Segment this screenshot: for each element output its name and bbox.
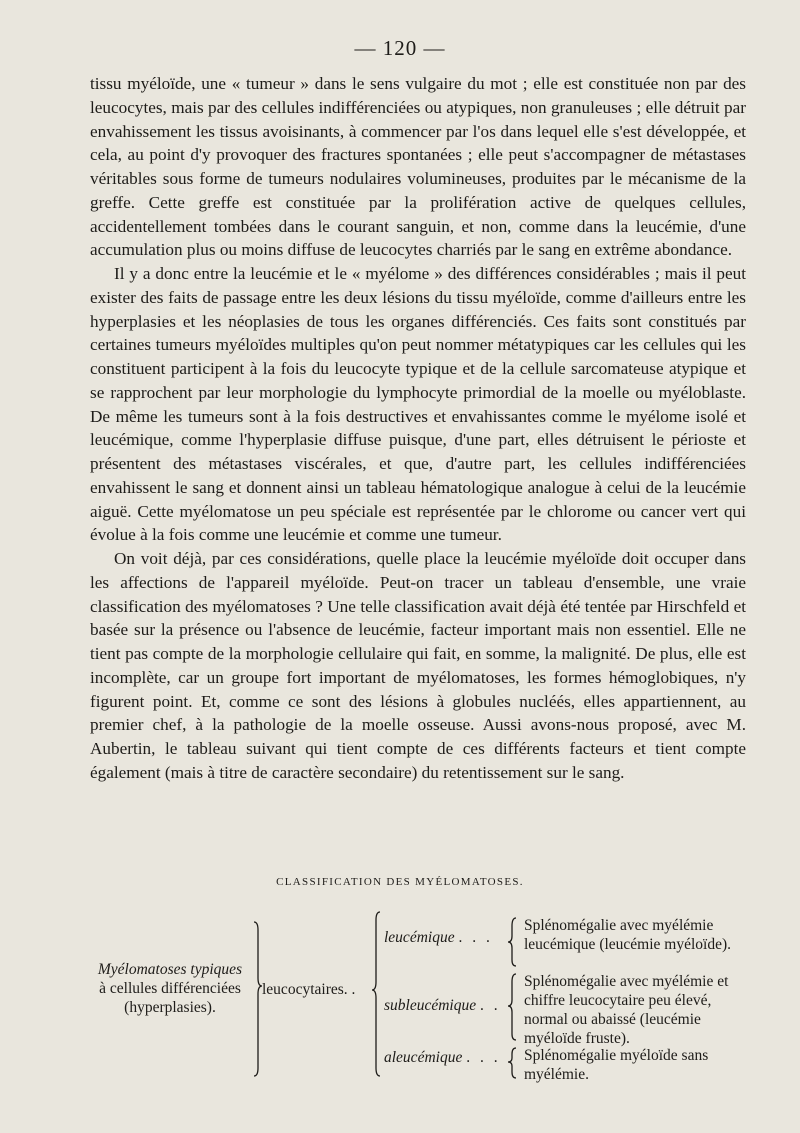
leader-dots: . . .	[466, 1049, 501, 1066]
variant-description-leucemique: Splénomégalie avec myélémie leucémique (leucémie myéloïde).	[524, 917, 732, 953]
classification-caption: CLASSIFICATION DES MYÉLOMATOSES.	[276, 876, 524, 888]
classification-group: leucocytaires. .	[262, 981, 356, 998]
leader-dots: . .	[479, 997, 501, 1014]
paragraph-3: On voit déjà, par ces considérations, quelle place la leucémie myéloïde doit occuper dans les affections de l'appareil myéloïde. Peut-on tracer un tableau d'ensemble, une vraie classification des myélomatoses ? Une telle classification avait déjà été tentée par Hirschfeld et basée sur la présence ou l'absence de leucémie, facteur important mais non essentiel. Elle ne tient pas compte de la morphologie cellulaire qui fait, en somme, la malignité. De plus, elle est incomplète, car un groupe fort important de myélomatoses, les formes hémoglobiques, n'y figurent point. Et, comme ce sont des lésions à globules nucléés, elles appartiennent, au premier chef, à la pathologie de la moelle osseuse. Aussi avons-nous proposé, avec M. Aubertin, le tableau suivant qui tient compte de ces différents facteurs et tient compte également (mais à titre de caractère secondaire) du retentissement sur le sang.	[90, 549, 746, 782]
main-category-description: à cellules différenciées (hyperplasies).	[99, 980, 241, 1016]
main-category-title: Myélomatoses typiques	[97, 961, 243, 978]
variant-description-subleucemique: Splénomégalie avec myélémie et chiffre leucocytaire peu élevé, normal ou abaissé (leucémie myéloïde fruste).	[524, 973, 729, 1047]
subleucemique-brace	[508, 974, 516, 1040]
group-brace	[372, 912, 380, 1076]
variant-name: subleucémique	[384, 997, 477, 1014]
aleucemique-brace	[508, 1048, 516, 1078]
variant-name: aleucémique	[384, 1049, 463, 1066]
paragraph-2: Il y a donc entre la leucémie et le « myélome » des différences considérables ; mais il peut exister des faits de passage entre les deux lésions du tissu myéloïde, comme d'ailleurs entre les hyperplasies et les néoplasies de tous les organes différenciés. Ces faits sont constitués par certaines tumeurs myéloïdes multiples qu'on peut nommer métatypiques car les cellules qui les constituent participent à la fois du leucocyte typique et de la cellule sarcomateuse atypique et se rapprochent par leur morphologie du lymphocyte primordial de la moelle ou myéloblaste. De même les tumeurs sont à la fois destructives et envahissantes comme le myélome isolé et leucémique, comme l'hyperplasie diffuse puisque, d'une part, elles détruisent le périoste et présentent des métastases viscérales, et que, d'autre part, les cellules indifférenciées envahissent le sang et donnent ainsi un tableau hématologique analogue à celui de la leucémie aiguë. Cette myélomatose un peu spéciale est représentée par le chlorome ou cancer vert qui évolue à la fois comme une leucémie et comme une tumeur.	[90, 264, 746, 545]
leucemique-brace	[508, 918, 516, 966]
paragraph-1: tissu myéloïde, une « tumeur » dans le sens vulgaire du mot ; elle est constituée non par des leucocytes, mais par des cellules indifférenciées ou atypiques, non granuleuses ; elle détruit par envahissement les tissus avoisinants, à commencer par l'os dans lequel elle s'est développée, et cela, au point d'y provoquer des fractures spontanées ; elle peut s'accompagner de métastases véritables sous forme de tumeurs nodulaires volumineuses, produites par le mécanisme de la greffe. Cette greffe est constituée par la prolifération active de quelques cellules, accidentellement tombées dans le courant sanguin, et non, comme dans la leucémie, d'une accumulation plus ou moins diffuse de leucocytes charriés par le sang en extrême abondance.	[90, 74, 746, 260]
main-category-brace	[254, 922, 262, 1076]
variant-name: leucémique	[384, 929, 455, 946]
page-number: — 120 —	[354, 36, 446, 60]
leader-dots: . . .	[458, 929, 493, 946]
variant-description-aleucemique: Splénomégalie myéloïde sans myélémie.	[524, 1047, 709, 1083]
